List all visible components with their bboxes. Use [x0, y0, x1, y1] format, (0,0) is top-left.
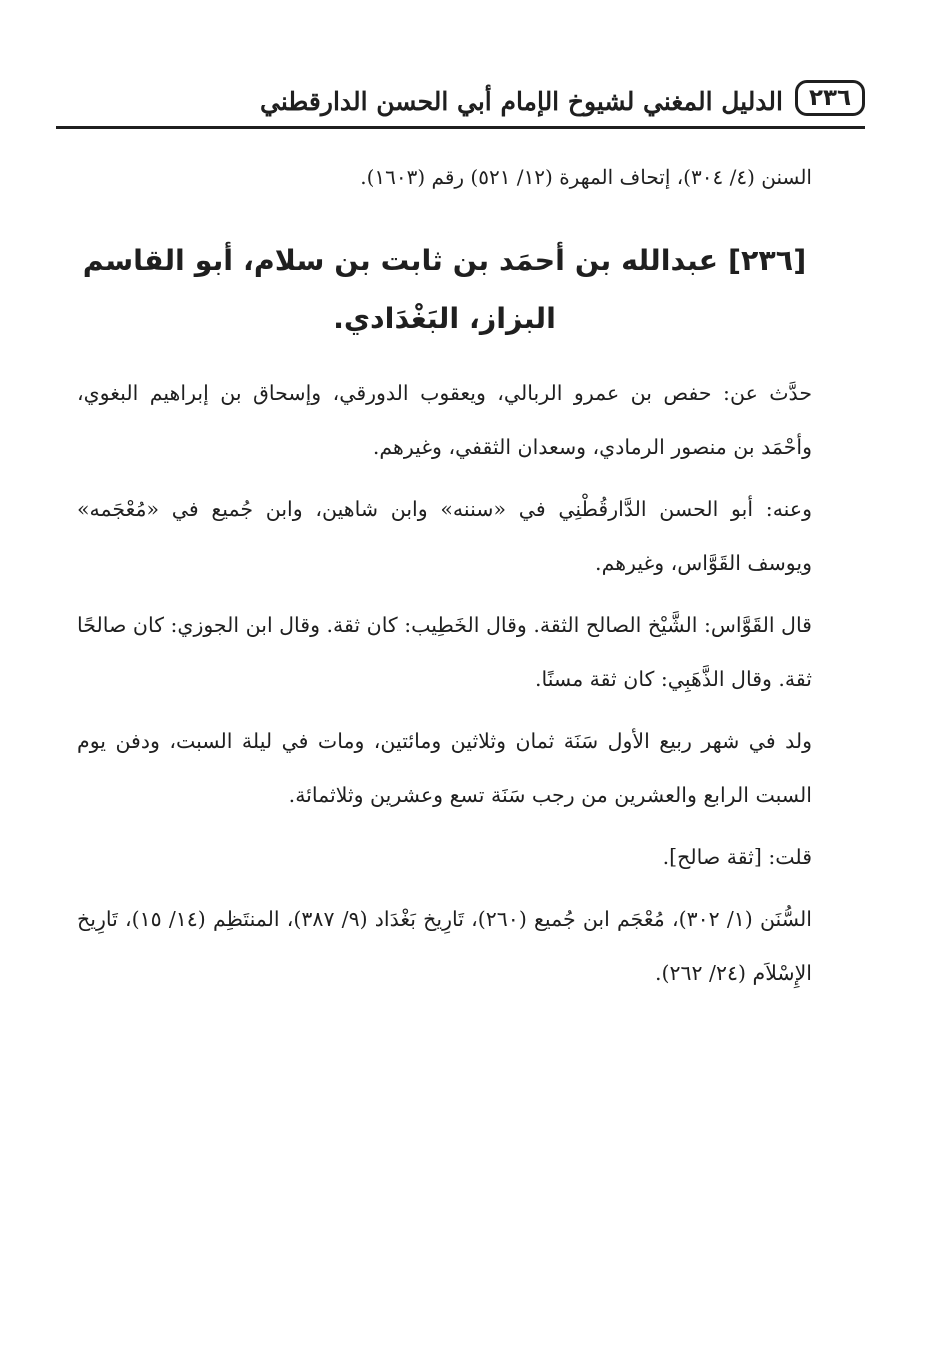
students-paragraph: وعنه: أبو الحسن الدَّارقُطْنِي في «سننه» وابن شاهين، وابن جُميع في «مُعْجَمه» ويوسف القَوَّاس، وغيرهم.	[77, 497, 812, 575]
assessments-paragraph: قال القَوَّاس: الشَّيْخ الصالح الثقة. وقال الخَطِيب: كان ثقة. وقال ابن الجوزي: كان صالحًا ثقة. وقال الذَّهَبِي: كان ثقة مسنًا.	[77, 613, 812, 691]
verdict-paragraph: قلت: [ثقة صالح].	[662, 845, 812, 869]
life-dates-paragraph: ولد في شهر ربيع الأول سَنَة ثمان وثلاثين ومائتين، ومات في ليلة السبت، ودفن يوم السبت الرابع والعشرين من رجب سَنَة تسع وعشرين وثلاثمائة.	[77, 729, 812, 807]
page-number: ٢٣٦	[795, 80, 865, 116]
references-paragraph: السُّنَن (١/ ٣٠٢)، مُعْجَم ابن جُميع (٢٦٠)، تَارِيخ بَغْدَاد (٩/ ٣٨٧)، المنتَظِم (١٤/ ١٥)، تَارِيخ الإِسْلاَم (٢٤/ ٢٦٢).	[77, 907, 812, 985]
top-footnote: السنن (٤/ ٣٠٤)، إتحاف المهرة (١٢/ ٥٢١) رقم (١٦٠٣).	[360, 165, 812, 189]
header-rule	[56, 126, 865, 129]
running-title: الدليل المغني لشيوخ الإمام أبي الحسن الدارقطني	[260, 87, 783, 116]
page-header	[56, 78, 865, 136]
entry-heading: [٢٣٦] عبدالله بن أحمَد بن ثابت بن سلام، أبو القاسم البزاز، البَغْدَادي.	[82, 244, 807, 335]
page-content	[77, 150, 812, 1000]
narrators-paragraph: حدَّث عن: حفص بن عمرو الربالي، ويعقوب الدورقي، وإسحاق بن إبراهيم البغوي، وأحْمَد بن منصور الرمادي، وسعدان الثقفي، وغيرهم.	[77, 381, 812, 459]
